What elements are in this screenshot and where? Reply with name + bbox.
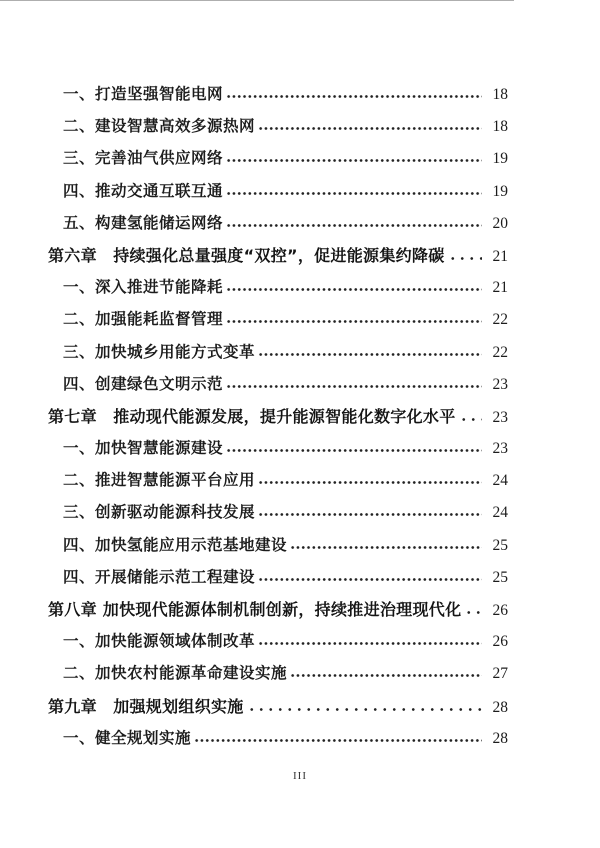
toc-entry-page: 25 [492,568,508,586]
toc-entry-page: 28 [492,698,508,716]
toc-entry-page: 26 [492,602,508,619]
toc-item-entry[interactable] [0,139,508,171]
toc-entry-page: 21 [492,247,508,265]
toc-entry-title: 四、推动交通互联互通 [63,180,224,200]
toc-entry-page: 28 [492,729,508,747]
dot-leader [226,223,482,228]
page-footer-number: III [293,770,307,782]
dot-leader [258,512,482,517]
toc-item-entry[interactable] [0,268,508,300]
toc-entry-page: 23 [492,375,508,393]
dot-leader [226,448,482,453]
toc-entry-title: 第六章 持续强化总量强度“双控”，促进能源集约降碳 [48,245,445,265]
toc-entry-title: 第八章 加快现代能源体制机制创新，持续推进治理现代化 [48,600,462,619]
scan-artifact-line [0,0,514,1]
toc-entry-page: 24 [492,472,508,490]
dot-leader [290,545,482,550]
toc-entry-page: 23 [492,440,508,458]
toc-entry-page: 18 [492,118,508,136]
toc-entry-title: 四、创建绿色文明示范 [63,373,224,393]
dot-leader [258,641,482,646]
dot-leader [194,738,482,743]
toc-item-entry[interactable] [0,365,508,397]
dot-leader [290,673,482,678]
dot-leader [226,191,482,196]
dot-leader [464,610,482,615]
toc-entry-title: 第七章 推动现代能源发展，提升能源智能化数字化水平 [48,406,456,426]
dot-leader [247,707,482,712]
toc-entry-page: 21 [492,279,508,297]
table-of-contents [0,75,600,751]
dot-leader [258,577,482,582]
toc-entry-title: 第九章 加强规划组织实施 [48,696,244,716]
toc-item-entry[interactable] [0,719,508,751]
toc-entry-title: 五、构建氢能储运网络 [63,212,224,232]
toc-entry-page: 25 [492,536,508,554]
toc-entry-title: 四、加快氢能应用示范基地建设 [63,534,288,554]
dot-leader [226,287,482,292]
toc-entry-page: 27 [492,665,508,683]
toc-item-entry[interactable] [0,300,508,332]
toc-item-entry[interactable] [0,333,508,365]
toc-entry-page: 20 [492,214,508,232]
dot-leader [226,158,482,163]
toc-item-entry[interactable] [0,75,508,107]
toc-entry-title: 二、加快农村能源革命建设实施 [63,663,288,683]
toc-entry-title: 二、建设智慧高效多源热网 [63,116,256,136]
dot-leader [226,94,482,99]
toc-entry-title: 二、加强能耗监督管理 [63,309,224,329]
toc-entry-title: 二、推进智慧能源平台应用 [63,470,256,490]
toc-entry-title: 三、加快城乡用能方式变革 [63,341,256,361]
toc-item-entry[interactable] [0,558,508,590]
toc-entry-page: 22 [492,343,508,361]
toc-item-entry[interactable] [0,461,508,493]
toc-item-entry[interactable] [0,654,508,686]
toc-entry-title: 一、加快智慧能源建设 [63,438,224,458]
toc-entry-page: 22 [492,311,508,329]
toc-entry-title: 一、深入推进节能降耗 [63,277,224,297]
toc-entry-page: 24 [492,504,508,522]
toc-entry-title: 一、健全规划实施 [63,727,192,747]
dot-leader [258,126,482,131]
toc-entry-page: 18 [492,86,508,103]
toc-chapter-entry[interactable] [0,236,508,268]
toc-entry-page: 19 [492,150,508,168]
toc-entry-page: 26 [492,633,508,651]
toc-item-entry[interactable] [0,526,508,558]
toc-item-entry[interactable] [0,493,508,525]
toc-item-entry[interactable] [0,204,508,236]
dot-leader [226,384,482,389]
dot-leader [226,319,482,324]
toc-entry-title: 三、创新驱动能源科技发展 [63,502,256,522]
toc-item-entry[interactable] [0,172,508,204]
toc-item-entry[interactable] [0,429,508,461]
dot-leader [258,352,482,357]
toc-item-entry[interactable] [0,622,508,654]
toc-chapter-entry[interactable] [0,397,508,429]
toc-item-entry[interactable] [0,107,508,139]
toc-entry-title: 一、打造坚强智能电网 [63,84,224,103]
dot-leader [448,256,482,261]
toc-entry-title: 四、开展储能示范工程建设 [63,566,256,586]
toc-entry-title: 一、加快能源领域体制改革 [63,631,256,651]
toc-entry-page: 19 [492,182,508,200]
dot-leader [258,480,482,485]
toc-chapter-entry[interactable] [0,590,508,622]
dot-leader [459,417,482,422]
toc-chapter-entry[interactable] [0,687,508,719]
toc-entry-title: 三、完善油气供应网络 [63,148,224,168]
toc-entry-page: 23 [492,408,508,426]
